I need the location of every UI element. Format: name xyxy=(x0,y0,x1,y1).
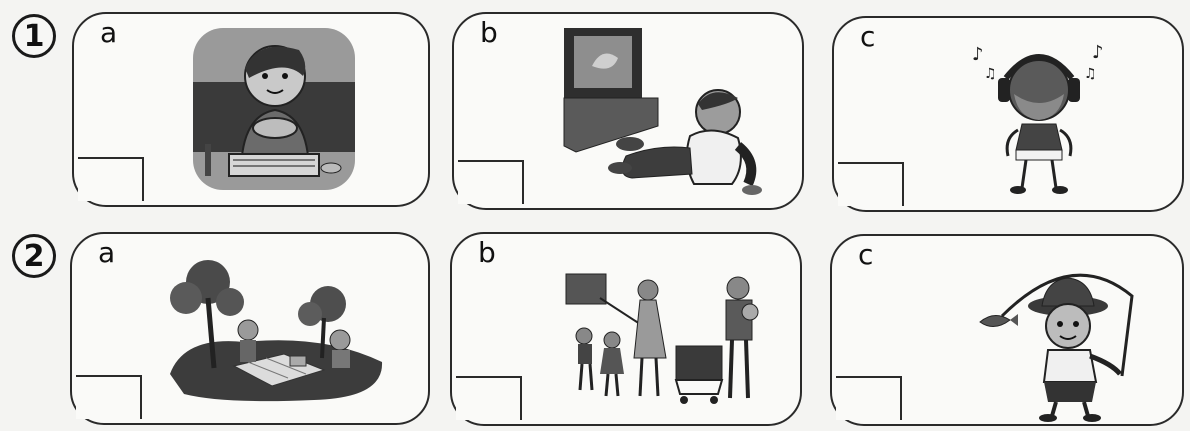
answer-box[interactable] xyxy=(836,376,902,420)
boy-fishing-icon xyxy=(972,256,1152,424)
svg-text:♪: ♪ xyxy=(972,44,984,65)
answer-box[interactable] xyxy=(78,157,144,201)
boy-watching-tv-icon xyxy=(562,26,782,204)
question-number-2: 2 xyxy=(12,234,56,278)
answer-box[interactable] xyxy=(456,376,522,420)
family-shopping-icon xyxy=(560,268,770,414)
family-picnic-icon xyxy=(164,258,390,404)
option-letter: c xyxy=(858,238,874,271)
option-letter: a xyxy=(98,236,116,269)
option-card-1b[interactable] xyxy=(452,12,804,210)
option-letter: a xyxy=(100,16,118,49)
option-card-2b[interactable] xyxy=(450,232,802,426)
option-letter: c xyxy=(860,20,876,53)
option-letter: b xyxy=(478,236,496,269)
girl-listening-music-icon xyxy=(964,38,1114,198)
boy-eating-meal-icon xyxy=(189,24,359,194)
option-card-2a[interactable] xyxy=(70,232,430,425)
answer-box[interactable] xyxy=(76,375,142,419)
option-letter: b xyxy=(480,16,498,49)
svg-text:♫: ♫ xyxy=(984,66,997,82)
answer-box[interactable] xyxy=(458,160,524,204)
option-card-1c[interactable] xyxy=(832,16,1184,212)
option-card-1a[interactable] xyxy=(72,12,430,207)
svg-text:♪: ♪ xyxy=(1092,42,1104,63)
question-number-1: 1 xyxy=(12,14,56,58)
svg-text:♫: ♫ xyxy=(1084,66,1097,82)
answer-box[interactable] xyxy=(838,162,904,206)
option-card-2c[interactable] xyxy=(830,234,1184,426)
